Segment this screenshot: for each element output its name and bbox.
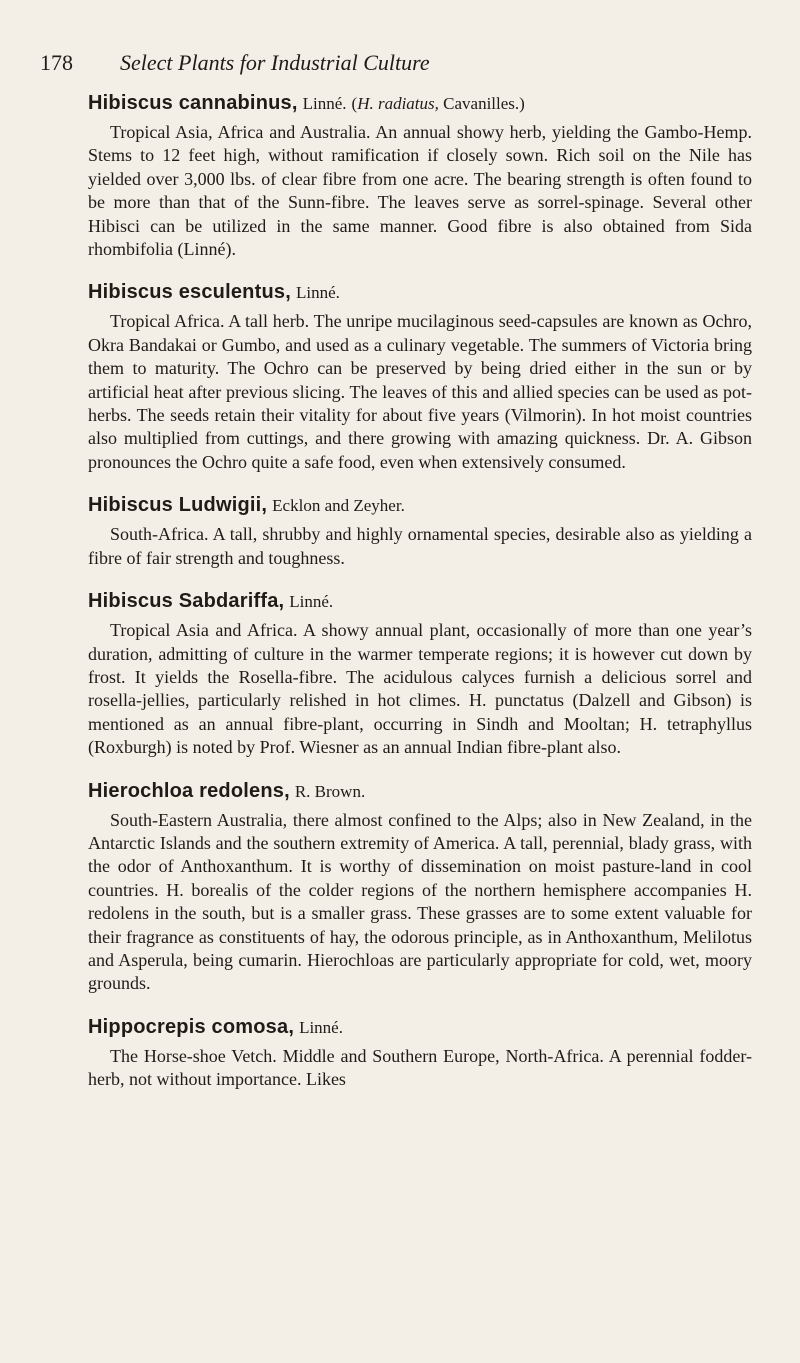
species-authority: Linné. bbox=[302, 94, 347, 113]
entry-text: The Horse-shoe Vetch. Middle and Southern Europe, North-Africa. A perennial fodder-herb, not without importance. Likes bbox=[88, 1045, 752, 1090]
running-title: Select Plants for Industrial Culture bbox=[120, 50, 430, 75]
entry-heading bbox=[88, 1012, 752, 1043]
synonym: (H. radiatus, Cavanilles.) bbox=[351, 94, 525, 113]
species-name: Hibiscus Sabdariffa, bbox=[88, 590, 285, 613]
entry-hibiscus-ludwigii bbox=[88, 490, 752, 570]
species-name: Hibiscus cannabinus, bbox=[88, 92, 298, 114]
entry-text: South-Africa. A tall, shrubby and highly ornamental species, desirable also as yielding a fibre of fair strength and toughness. bbox=[88, 524, 752, 568]
species-name: Hippocrepis comosa, bbox=[88, 1015, 295, 1038]
entry-heading bbox=[88, 776, 752, 807]
entry-hibiscus-esculentus bbox=[88, 277, 752, 474]
entry-text: Tropical Africa. A tall herb. The unripe mucilaginous seed-capsules are known as Ochro, Okra Bandakai or Gumbo, and used as a culinary vegetable. The summers of Victoria bring them to maturity. The Ochro can be preserved by being dried either in the sun or by artificial heat after previous slicing. The leaves of this and allied species can be used as pot-herbs. The seeds retain their vitality for about five years (Vilmorin). In hot moist countries also multiplied from cuttings, and there growing with amazing quickness. Dr. A. Gibson pronounces the Ochro quite a safe food, even when extensively consumed. bbox=[88, 311, 752, 472]
running-header bbox=[40, 50, 752, 84]
page-number: 178 bbox=[40, 50, 73, 75]
synonym-name: H. radiatus, bbox=[357, 94, 439, 113]
entry-text: Tropical Asia, Africa and Australia. An annual showy herb, yielding the Gambo-Hemp. Stems to 12 feet high, without ramification if closely sown. Rich soil on the Nile has yielded over 3,000 lbs. of clear fibre from one acre. The bearing strength is often found to be more than that of the Sunn-fibre. The leaves serve as sorrel-spinage. Several other Hibisci can be utilized in the same manner. Good fibre is also obtained from Sida rhombifolia (Linné). bbox=[88, 122, 752, 260]
entry-hierochloa-redolens bbox=[88, 776, 752, 996]
species-name: Hierochloa redolens, bbox=[88, 779, 290, 802]
species-name: Hibiscus Ludwigii, bbox=[88, 494, 268, 517]
entry-hippocrepis-comosa bbox=[88, 1012, 752, 1092]
entry-text: South-Eastern Australia, there almost confined to the Alps; also in New Zealand, in the Antarctic Islands and the southern extremity of America. A tall, perennial, blady grass, with the odor of Anthoxanthum. It is worthy of dissemination on moist pasture-land in cool countries. H. borealis of the colder regions of the northern hemisphere accompanies H. redolens in the south, but is a smaller grass. These grasses are to some extent valuable for their fragrance as constituents of hay, the odorous principle, as in Anthoxanthum, Melilotus and Asperula, being cumarin. Hierochloas are particularly appropriate for cold, wet, moory grounds. bbox=[88, 809, 752, 994]
entry-text: Tropical Asia and Africa. A showy annual plant, occasionally of more than one year’s duration, admitting of culture in the warmer temperate regions; it is however cut down by frost. It yields the Rosella-fibre. The acidulous calyces furnish a delicious sorrel and rosella-jellies, particularly relished in hot climes. H. punctatus (Dalzell and Gibson) is mentioned as an annual fibre-plant, occurring in Sindh and Mooltan; H. tetraphyllus (Roxburgh) is noted by Prof. Wiesner as an annual Indian fibre-plant also. bbox=[88, 620, 752, 758]
species-authority: R. Brown. bbox=[294, 781, 366, 801]
entry-hibiscus-cannabinus bbox=[88, 88, 752, 261]
entry-heading bbox=[88, 277, 752, 308]
entry-hibiscus-sabdariffa bbox=[88, 586, 752, 759]
entry-heading bbox=[88, 88, 752, 119]
species-authority: Linné. bbox=[295, 283, 340, 303]
entry-heading bbox=[88, 490, 752, 521]
species-authority: Linné. bbox=[299, 1017, 343, 1037]
species-authority: Linné. bbox=[289, 592, 334, 612]
species-authority: Ecklon and Zeyher. bbox=[272, 496, 405, 516]
entry-heading bbox=[88, 586, 752, 617]
species-name: Hibiscus esculentus, bbox=[88, 281, 291, 304]
